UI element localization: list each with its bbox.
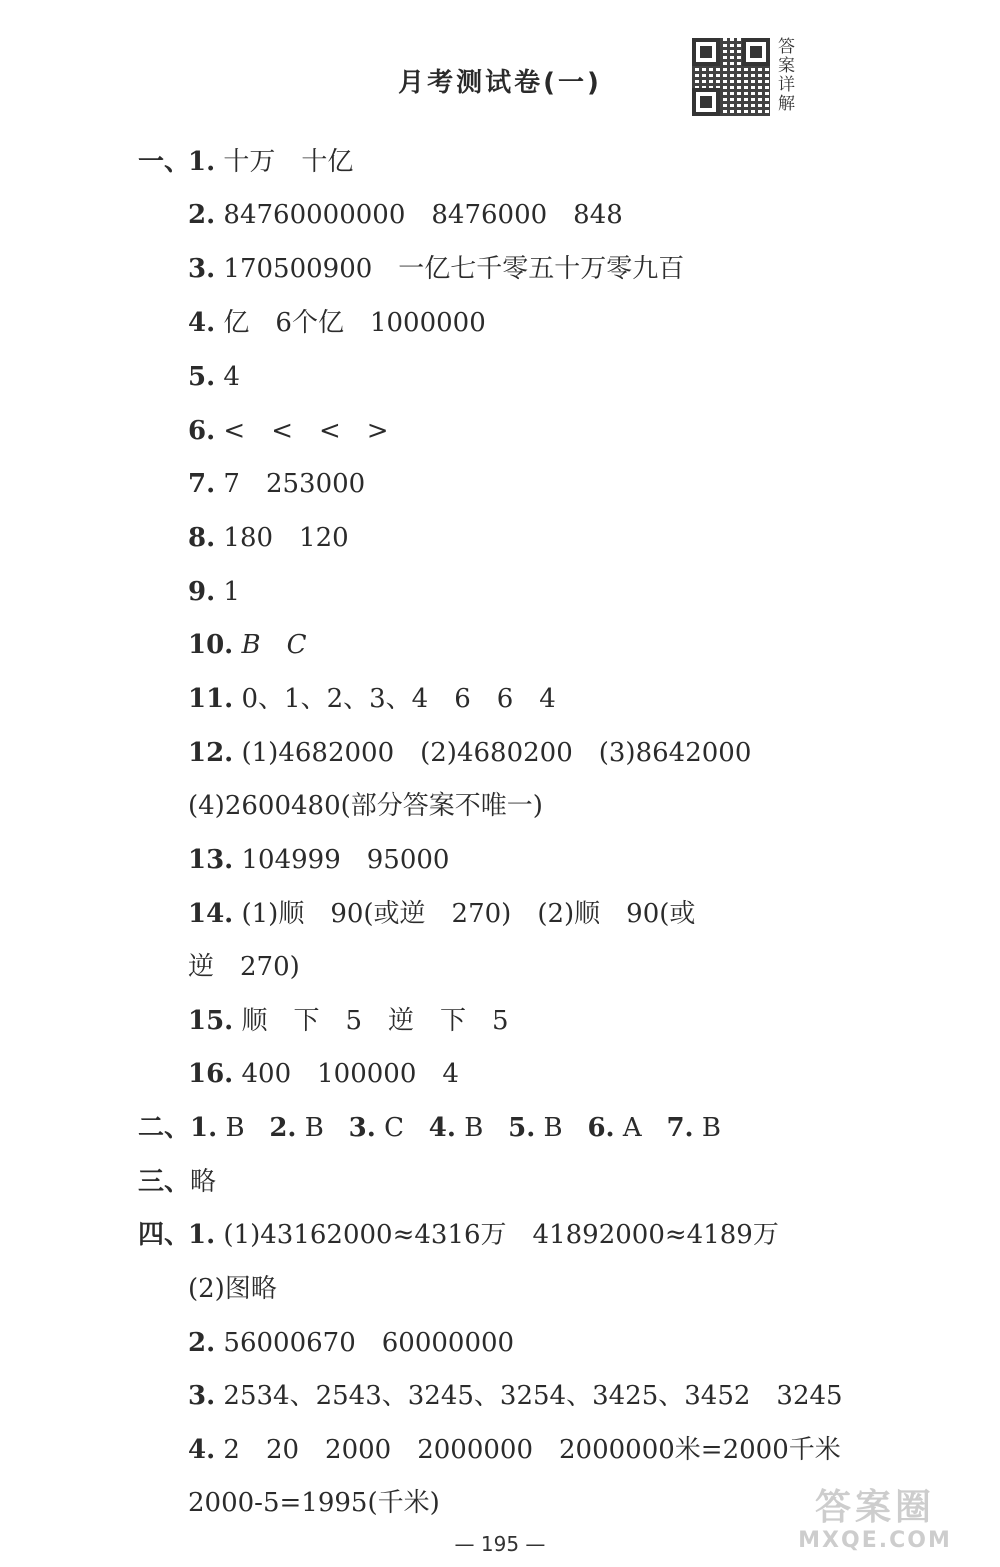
answer-line: 3. 170500900 一亿七千零五十万零九百 [188,254,685,284]
section-4-label: 四、 [138,1220,191,1250]
page-number: — 195 — [454,1532,546,1556]
page-title: 月考测试卷(一) [398,68,602,98]
section-3-row: 三、略 [138,1167,217,1197]
answer-line: 2. 56000670 60000000 [188,1328,515,1358]
answer-line: 5. 4 [188,362,240,392]
answer-line-continuation: (2)图略 [188,1274,277,1304]
answer-line: 2. 84760000000 8476000 848 [188,200,623,230]
answer-line: 1. (1)43162000≈4316万 41892000≈4189万 [188,1220,779,1250]
watermark-text: 答案圈 [814,1487,935,1528]
answer-line-continuation: 2000-5=1995(千米) [188,1488,440,1518]
section-1-label: 一、 [138,147,191,177]
answer-line: 1. 十万 十亿 [188,147,354,177]
answer-line: 6. < < < > [188,416,389,446]
watermark [770,1488,980,1554]
answer-line: 4. 亿 6个亿 1000000 [188,308,486,338]
answer-line: 15. 顺 下 5 逆 下 5 [188,1006,509,1036]
answer-line: 14. (1)顺 90(或逆 270) (2)顺 90(或 [188,899,696,929]
answer-line: 11. 0、1、2、3、4 6 6 4 [188,684,556,714]
watermark-url: MXQE.COM [798,1528,952,1553]
answer-line: 4. 2 20 2000 2000000 2000000米=2000千米 [188,1435,841,1465]
qr-code-icon[interactable] [692,38,770,116]
answer-line: 8. 180 120 [188,523,349,553]
answer-line: 9. 1 [188,577,240,607]
section-2-row: 二、1. B 2. B 3. C 4. B 5. B 6. A 7. B [138,1113,721,1143]
answer-line: 13. 104999 95000 [188,845,450,875]
answer-line: 3. 2534、2543、3245、3254、3425、3452 3245 [188,1381,843,1411]
answer-line: 7. 7 253000 [188,469,366,499]
answer-line: 10. B C [188,630,307,660]
answer-line-continuation: 逆 270) [188,952,300,982]
qr-label: 答案详解 [778,37,795,114]
answer-line: 12. (1)4682000 (2)4680200 (3)8642000 [188,738,752,768]
answer-line-continuation: (4)2600480(部分答案不唯一) [188,791,543,821]
answer-line: 16. 400 100000 4 [188,1059,459,1089]
